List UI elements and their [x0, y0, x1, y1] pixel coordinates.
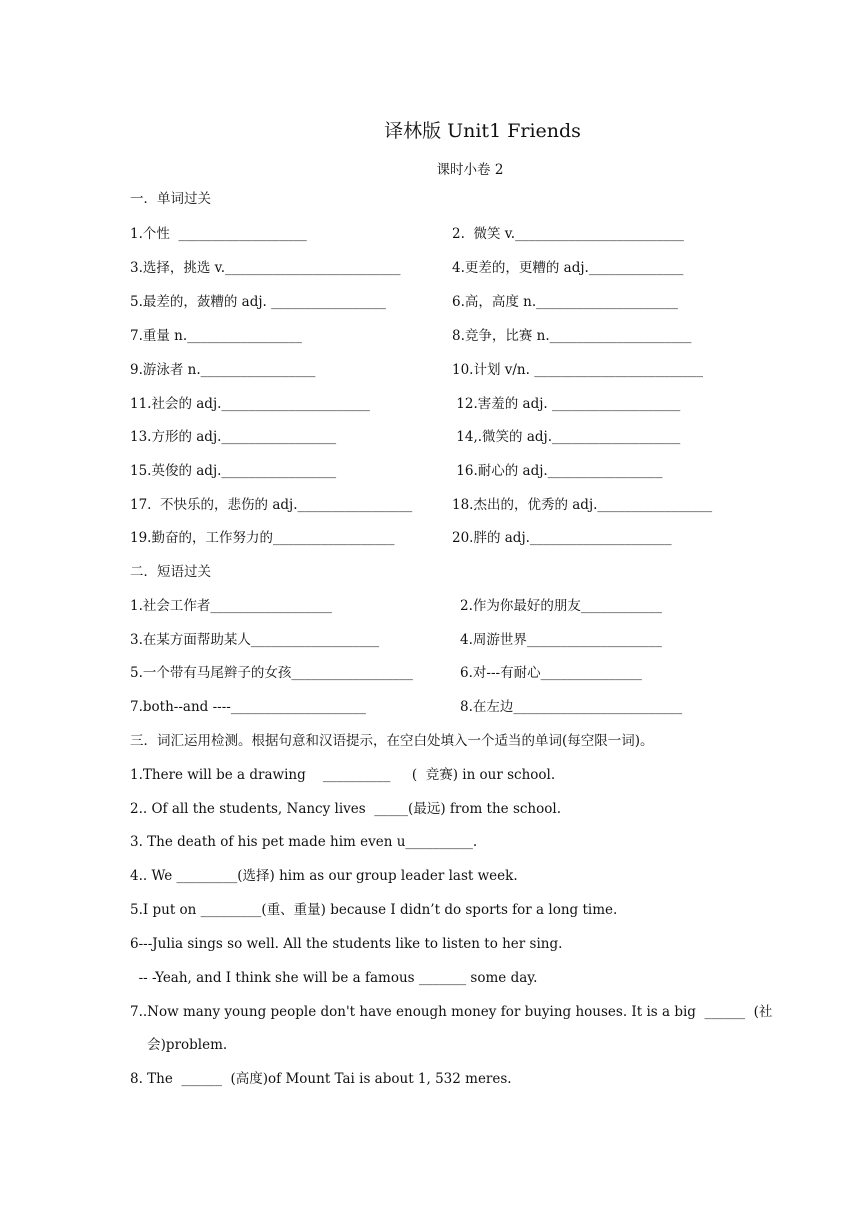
vocab-item: 9.游泳者 n._________________ — [130, 362, 316, 378]
exercise-item: 5.I put on _________(重、重量) because I didn’t do sports for a long time. — [130, 902, 618, 918]
vocab-item: 3.选择，挑选 v.__________________________ — [130, 260, 401, 276]
vocab-item: 8.竞争，比赛 n._____________________ — [452, 328, 692, 344]
phrase-item: 5.一个带有马尾辫子的女孩__________________ — [130, 665, 413, 681]
document-subtitle: 课时小卷 2 — [436, 162, 504, 178]
exercise-item: 8. The ______ (高度)of Mount Tai is about 1, 532 meres. — [130, 1071, 512, 1087]
vocab-item: 15.英俊的 adj._________________ — [130, 463, 337, 479]
section3-heading: 三．词汇运用检测。根据句意和汉语提示，在空白处填入一个适当的单词(每空限一词)。 — [130, 733, 654, 749]
vocab-item: 1.个性 ___________________ — [130, 226, 307, 242]
exercise-item: 4.. We _________(选择) him as our group leader last week. — [130, 868, 518, 884]
vocab-item: 11.社会的 adj.______________________ — [130, 396, 370, 412]
vocab-item: 17. 不快乐的，悲伤的 adj._________________ — [130, 497, 413, 513]
exercise-item: 会)problem. — [130, 1037, 228, 1053]
phrase-item: 6.对---有耐心_______________ — [460, 665, 642, 681]
section2-heading: 二．短语过关 — [130, 564, 211, 580]
exercise-item: 2.. Of all the students, Nancy lives _____(最远) from the school. — [130, 801, 561, 817]
exercise-item: 7..Now many young people don't have enough money for buying houses. It is a big ______ (社 — [130, 1004, 773, 1020]
vocab-item: 2. 微笑 v._________________________ — [452, 226, 684, 242]
exercise-item: 6---Julia sings so well. All the students like to listen to her sing. — [130, 936, 563, 952]
phrase-item: 8.在左边_________________________ — [460, 699, 683, 715]
vocab-item: 13.方形的 adj._________________ — [130, 429, 337, 445]
vocab-item: 12.害羞的 adj. ___________________ — [452, 396, 681, 412]
vocab-item: 5.最差的，蔹糟的 adj. _________________ — [130, 294, 386, 310]
vocab-item: 10.计划 v/n. _________________________ — [452, 362, 703, 378]
phrase-item: 2.作为你最好的朋友____________ — [460, 598, 662, 614]
exercise-item: 3. The death of his pet made him even u__________. — [130, 834, 478, 850]
vocab-item: 18.杰出的，优秀的 adj._________________ — [452, 497, 713, 513]
vocab-item: 6.高，高度 n._____________________ — [452, 294, 678, 310]
phrase-item: 7.both--and ----____________________ — [130, 699, 366, 715]
exercise-item: -- -Yeah, and I think she will be a famous _______ some day. — [130, 970, 538, 986]
vocab-item: 16.耐心的 adj._________________ — [452, 463, 663, 479]
phrase-item: 1.社会工作者__________________ — [130, 598, 332, 614]
vocab-item: 19.勤奋的，工作努力的__________________ — [130, 530, 395, 546]
vocab-item: 20.胖的 adj._____________________ — [452, 530, 672, 546]
phrase-item: 4.周游世界____________________ — [460, 632, 662, 648]
vocab-item: 7.重量 n._________________ — [130, 328, 302, 344]
vocab-item: 14,.微笑的 adj.___________________ — [452, 429, 681, 445]
document-title: 译林版 Unit1 Friends — [384, 120, 581, 142]
vocab-item: 4.更差的，更糟的 adj.______________ — [452, 260, 684, 276]
exercise-item: 1.There will be a drawing __________ ( 竞赛) in our school. — [130, 767, 556, 783]
section1-heading: 一．单词过关 — [130, 191, 211, 207]
phrase-item: 3.在某方面帮助某人___________________ — [130, 632, 380, 648]
